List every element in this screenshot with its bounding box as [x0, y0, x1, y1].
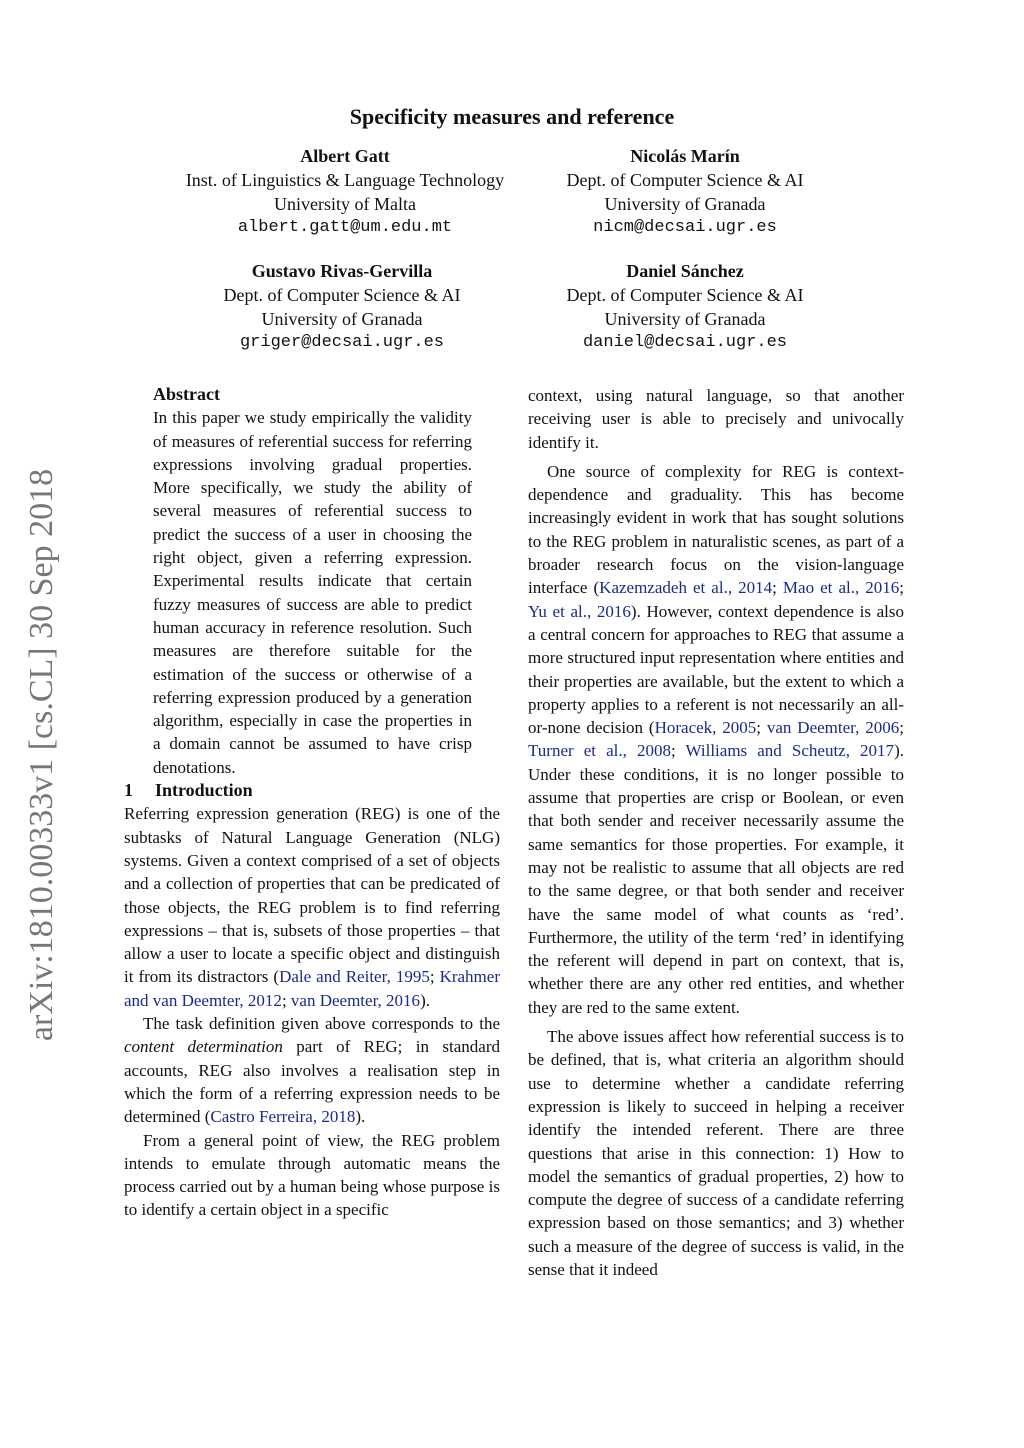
acronym-reg: REG	[198, 1060, 233, 1080]
citation-link[interactable]: Krahmer and van Deemter, 2012	[124, 967, 500, 1010]
author-name: Nicolás Marín	[630, 146, 740, 166]
acronym-reg: REG	[257, 897, 292, 917]
paragraph: The above issues affect how referential success is to be defined, that is, what criteria an algorithm should use to determine whether a candidate referring expression is likely to succeed in helping a receiver identify the intended referent. There are three questions that arise in this connection: 1) How to model the semantics of gradual properties, 2) how to compute the degree of success of a candidate referring expression based on those semantics; and 3) whether such a measure of the degree of success is valid, in the sense that it indeed	[528, 1027, 904, 1279]
citation-link[interactable]: van Deemter, 2016	[290, 990, 421, 1010]
abstract-text: In this paper we study empirically the validity of measures of referential success for referring expressions involving gradual properties. More specifically, we study the ability of several measures of referential success to predict the success of a user in choosing the right object, given a referring expression. Experimental results indicate that certain fuzzy measures of success are able to predict human accuracy in reference resolution. Such measures are therefore suitable for the estimation of the success or otherwise of a referring expression produced by a generation algorithm, especially in case the properties in a domain cannot be assumed to have crisp denotations.	[153, 408, 472, 777]
paragraph: One source of complexity for REG is context-dependence and graduality. This has become increasingly evident in work that has sought solutions to the REG problem in naturalistic scenes, as part of a broader research focus on the vision-language interface (Kazemzadeh et al., 2014; Mao et al., 2016; Yu et al., 2016). However, context dependence is also a central concern for approaches to REG that assume a more structured input representation where entities and their properties are available, but the extent to which a property applies to a referent is not necessarily an all-or-none decision (Horacek, 2005; van Deemter, 2006; Turner et al., 2008; Williams and Scheutz, 2017). Under these conditions, it is no longer possible to assume that properties are crisp or Boolean, or even that both sender and receiver necessarily assume the same semantics for those properties. For example, it may not be realistic to assume that all objects are red to the same degree, or that both sender and receiver have the same model of what counts as ‘red’. Furthermore, the utility of the term ‘red’ in identifying the referent will depend in part on context, that is, whether there are any other red entities, and whether they are red to the same extent.	[528, 461, 905, 1017]
arxiv-identifier: arXiv:1810.00333v1 [cs.CL] 30 Sep 2018	[23, 468, 60, 1042]
section-number: 1	[124, 780, 133, 801]
citation-link[interactable]: Horacek, 2005	[654, 718, 757, 738]
author-institution: University of Malta	[274, 194, 416, 214]
acronym-reg: REG	[363, 1037, 398, 1057]
author-block	[192, 259, 492, 355]
paragraph: From a general point of view, the REG problem intends to emulate through automatic means the process carried out by a human being whose purpose is to identify a certain object in a specific	[124, 1130, 500, 1220]
author-affiliation: Dept. of Computer Science & AI	[566, 285, 804, 305]
acronym-nlg: NLG	[459, 827, 495, 847]
author-affiliation: Inst. of Linguistics & Language Technology	[185, 170, 505, 190]
author-institution: University of Granada	[604, 309, 766, 329]
citation-link[interactable]: van Deemter, 2006	[766, 718, 900, 738]
paragraph: The task definition given above corresponds to the content determination part of REG; in standard accounts, REG also involves a realisation step in which the form of a referring expression needs to be determined (Castro Ferreira, 2018).	[124, 1014, 500, 1127]
paragraph: context, using natural language, so that another receiving user is able to precisely and univocally identify it.	[528, 386, 904, 452]
author-email: albert.gatt@um.edu.mt	[237, 218, 453, 237]
acronym-reg: REG	[360, 804, 395, 824]
author-email: nicm@decsai.ugr.es	[593, 218, 777, 237]
section-title: Introduction	[155, 780, 253, 801]
author-block	[150, 144, 540, 240]
left-column	[124, 383, 500, 1222]
paper-title: Specificity measures and reference	[349, 104, 675, 129]
author-block	[535, 144, 835, 240]
acronym-reg: REG	[572, 531, 607, 551]
emphasis: content determination	[124, 1037, 283, 1057]
author-affiliation: Dept. of Computer Science & AI	[223, 285, 461, 305]
right-column	[528, 384, 904, 1281]
citation-link[interactable]: Castro Ferreira, 2018	[210, 1107, 356, 1127]
author-email: daniel@decsai.ugr.es	[582, 333, 788, 352]
abstract-heading: Abstract	[153, 384, 220, 404]
author-institution: University of Granada	[261, 309, 423, 329]
author-name: Daniel Sánchez	[626, 261, 744, 281]
citation-link[interactable]: Yu et al., 2016	[528, 601, 631, 621]
citation-link[interactable]: Williams and Scheutz, 2017	[685, 741, 895, 761]
abstract-section	[124, 383, 500, 779]
author-block	[535, 259, 835, 355]
author-email: griger@decsai.ugr.es	[239, 333, 445, 352]
section-heading	[124, 779, 500, 802]
paragraph: Referring expression generation (REG) is one of the subtasks of Natural Language Generation (NLG) systems. Given a context comprised of a set of objects and a collection of properties that can be predicated of those objects, the REG problem is to find referring expressions – that is, subsets of those properties – that allow a user to locate a specific object and distinguish it from its distractors (Dale and Reiter, 1995; Krahmer and van Deemter, 2012; van Deemter, 2016).	[124, 804, 500, 1010]
author-name: Albert Gatt	[300, 146, 390, 166]
citation-link[interactable]: Kazemzadeh et al., 2014	[599, 578, 773, 598]
citation-link[interactable]: Mao et al., 2016	[782, 578, 900, 598]
author-institution: University of Granada	[604, 194, 766, 214]
acronym-reg: REG	[782, 461, 817, 481]
acronym-reg: REG	[401, 1130, 436, 1150]
citation-link[interactable]: Turner et al., 2008	[528, 741, 671, 761]
author-affiliation: Dept. of Computer Science & AI	[566, 170, 804, 190]
acronym-reg: REG	[772, 624, 807, 644]
citation-link[interactable]: Dale and Reiter, 1995	[279, 967, 430, 987]
author-name: Gustavo Rivas-Gervilla	[251, 261, 433, 281]
